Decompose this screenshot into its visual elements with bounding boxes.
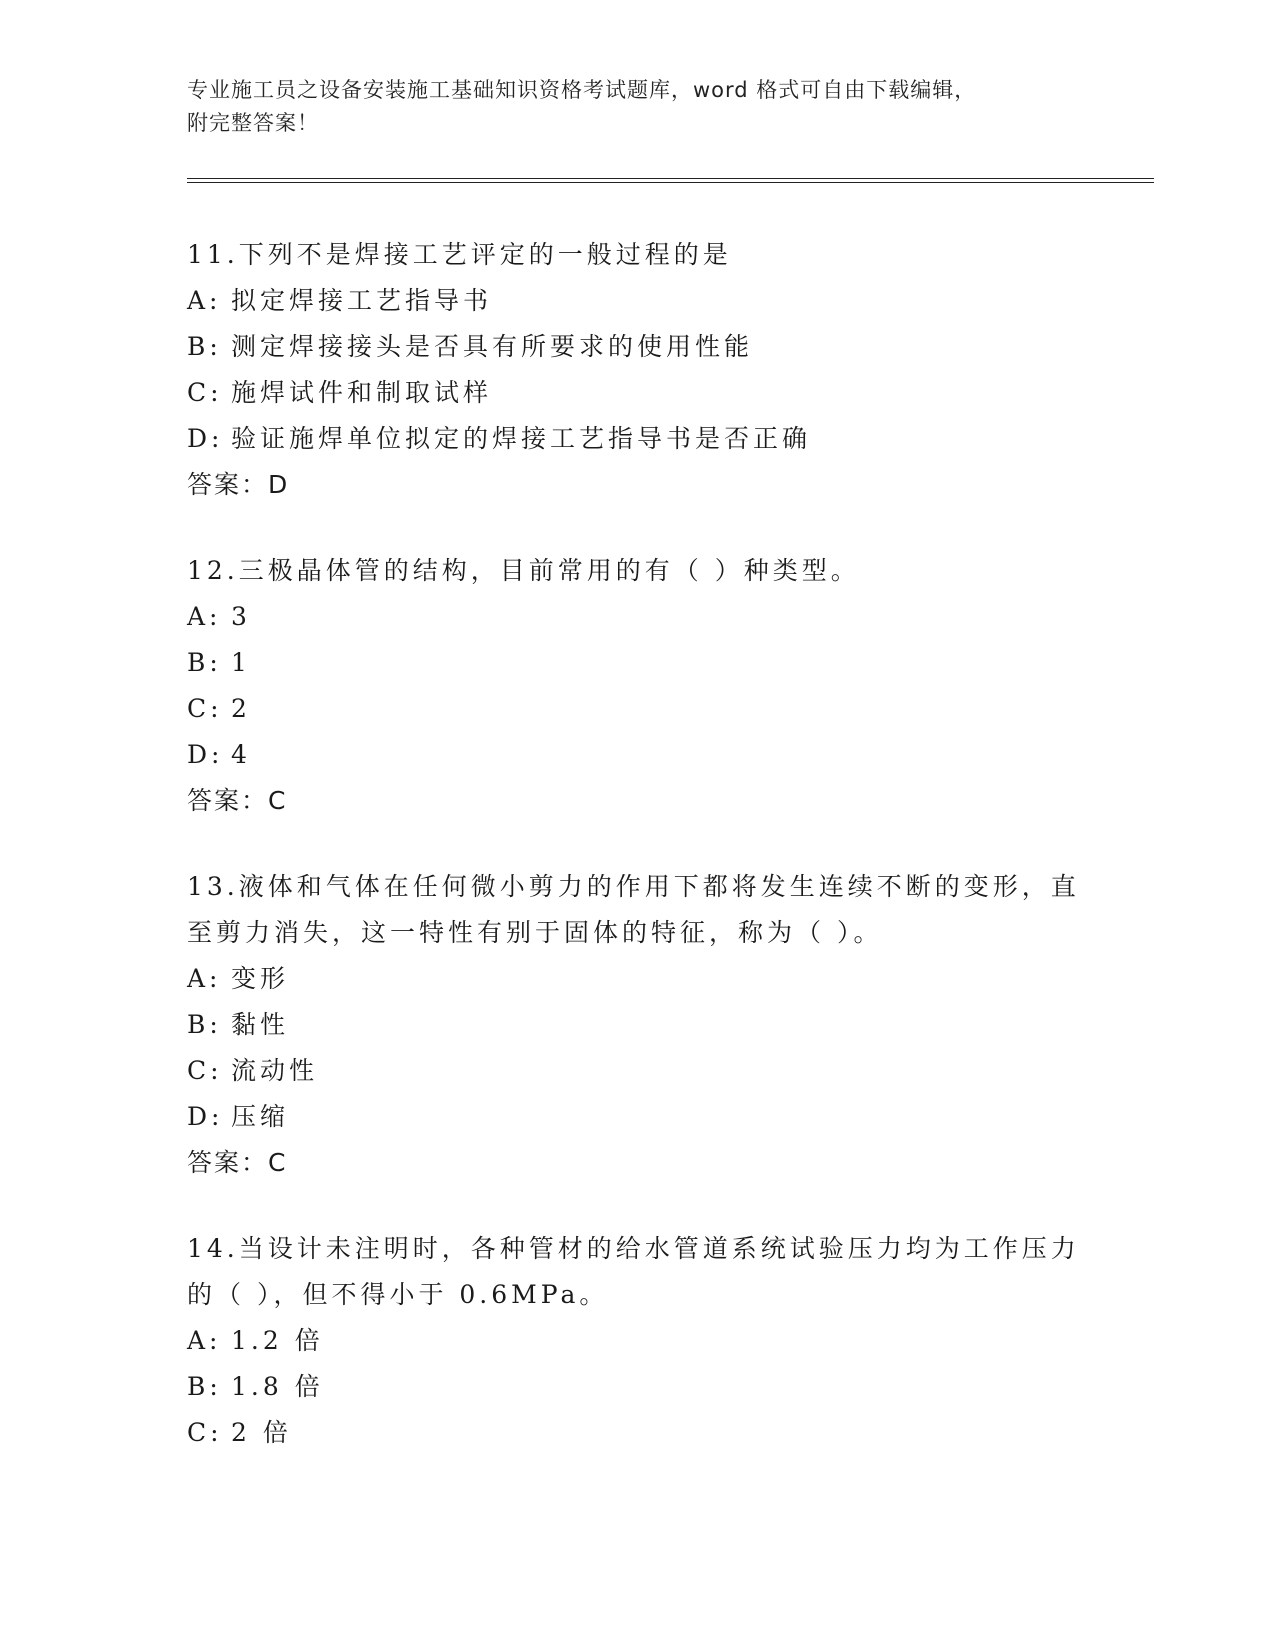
option-letter: C:	[187, 378, 223, 407]
option-text: 1.8 倍	[231, 1372, 324, 1401]
option-letter: A:	[187, 1326, 222, 1355]
question-stem: 13.液体和气体在任何微小剪力的作用下都将发生连续不断的变形，直至剪力消失，这一特性有别于固体的特征，称为（ ）。	[187, 872, 1080, 947]
option-text: 黏性	[231, 1010, 290, 1039]
option-text: 拟定焊接工艺指导书	[231, 286, 493, 315]
option-text: 1.2 倍	[231, 1326, 324, 1355]
header-divider	[187, 178, 1154, 183]
header-title-line2: 附完整答案！	[187, 111, 319, 135]
option-d	[187, 416, 1087, 462]
question-13	[187, 864, 1087, 1186]
option-letter: A:	[187, 286, 222, 315]
option-b	[187, 324, 1087, 370]
option-b	[187, 1002, 1087, 1048]
question-list	[187, 232, 1087, 1496]
option-text: 3	[231, 602, 251, 631]
question-11	[187, 232, 1087, 508]
option-letter: B:	[187, 332, 222, 361]
option-b	[187, 1364, 1087, 1410]
header-title-line1: 专业施工员之设备安装施工基础知识资格考试题库，word 格式可自由下载编辑，	[187, 78, 977, 102]
option-letter: B:	[187, 1010, 222, 1039]
option-text: 压缩	[231, 1102, 290, 1131]
option-text: 2	[231, 694, 251, 723]
option-letter: C:	[187, 694, 223, 723]
option-letter: B:	[187, 648, 222, 677]
option-c	[187, 370, 1087, 416]
option-text: 1	[231, 648, 251, 677]
option-a	[187, 1318, 1087, 1364]
option-letter: A:	[187, 602, 222, 631]
question-stem: 14.当设计未注明时，各种管材的给水管道系统试验压力均为工作压力的（ ），但不得小于 0.6MPa。	[187, 1234, 1080, 1309]
option-c	[187, 1410, 1087, 1456]
option-letter: C:	[187, 1418, 223, 1447]
option-letter: D:	[187, 424, 224, 453]
option-c	[187, 1048, 1087, 1094]
option-text: 4	[231, 740, 251, 769]
question-stem: 11.下列不是焊接工艺评定的一般过程的是	[187, 240, 732, 269]
option-text: 施焊试件和制取试样	[231, 378, 493, 407]
option-text: 变形	[231, 964, 290, 993]
question-12	[187, 548, 1087, 824]
answer-line: 答案：D	[187, 470, 290, 499]
option-d	[187, 1094, 1087, 1140]
question-stem: 12.三极晶体管的结构，目前常用的有（ ）种类型。	[187, 556, 860, 585]
option-letter: D:	[187, 740, 224, 769]
option-text: 测定焊接接头是否具有所要求的使用性能	[231, 332, 754, 361]
answer-line: 答案：C	[187, 786, 288, 815]
option-a	[187, 956, 1087, 1002]
question-14	[187, 1226, 1087, 1456]
option-text: 验证施焊单位拟定的焊接工艺指导书是否正确	[231, 424, 812, 453]
answer-line: 答案：C	[187, 1148, 288, 1177]
option-letter: A:	[187, 964, 222, 993]
option-a	[187, 594, 1087, 640]
option-a	[187, 278, 1087, 324]
option-d	[187, 732, 1087, 778]
document-header	[187, 74, 1067, 140]
option-b	[187, 640, 1087, 686]
option-letter: D:	[187, 1102, 224, 1131]
option-text: 流动性	[231, 1056, 319, 1085]
option-c	[187, 686, 1087, 732]
option-text: 2 倍	[231, 1418, 292, 1447]
option-letter: C:	[187, 1056, 223, 1085]
option-letter: B:	[187, 1372, 222, 1401]
